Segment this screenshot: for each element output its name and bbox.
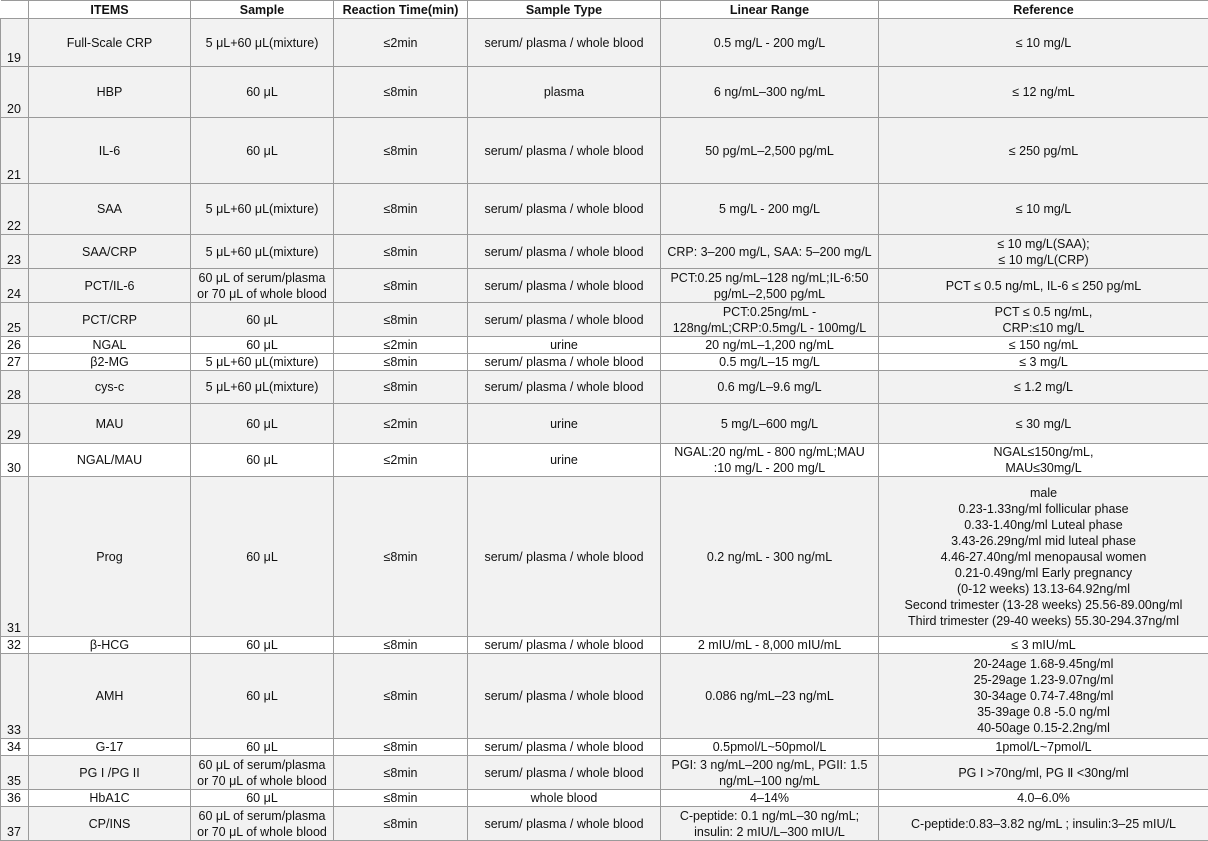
reaction-time-cell: ≤2min bbox=[334, 19, 468, 67]
linear-range-cell: 4–14% bbox=[661, 790, 879, 807]
row-number-cell: 30 bbox=[1, 444, 29, 477]
item-name-cell: G-17 bbox=[29, 739, 191, 756]
sample-type-cell: serum/ plasma / whole blood bbox=[468, 303, 661, 337]
sample-cell: 5 μL+60 μL(mixture) bbox=[191, 354, 334, 371]
linear-range-cell: PCT:0.25ng/mL - 128ng/mL;CRP:0.5mg/L - 100mg/L bbox=[661, 303, 879, 337]
sample-type-cell: serum/ plasma / whole blood bbox=[468, 477, 661, 637]
reaction-time-cell: ≤8min bbox=[334, 807, 468, 841]
reaction-time-cell: ≤8min bbox=[334, 756, 468, 790]
header-reaction-time: Reaction Time(min) bbox=[334, 1, 468, 19]
sample-cell: 60 μL bbox=[191, 118, 334, 184]
header-row bbox=[1, 1, 1208, 19]
reaction-time-cell: ≤8min bbox=[334, 118, 468, 184]
sample-cell: 60 μL bbox=[191, 790, 334, 807]
reference-cell: ≤ 10 mg/L bbox=[879, 19, 1208, 67]
reference-cell: ≤ 30 mg/L bbox=[879, 404, 1208, 444]
row-number-cell: 28 bbox=[1, 371, 29, 404]
table-row bbox=[1, 184, 1208, 235]
sample-type-cell: serum/ plasma / whole blood bbox=[468, 184, 661, 235]
item-name-cell: β-HCG bbox=[29, 637, 191, 654]
reaction-time-cell: ≤8min bbox=[334, 67, 468, 118]
sample-cell: 60 μL bbox=[191, 444, 334, 477]
sample-type-cell: urine bbox=[468, 444, 661, 477]
row-number-cell: 34 bbox=[1, 739, 29, 756]
table-row bbox=[1, 404, 1208, 444]
linear-range-cell: 0.086 ng/mL–23 ng/mL bbox=[661, 654, 879, 739]
sample-type-cell: serum/ plasma / whole blood bbox=[468, 637, 661, 654]
sample-cell: 60 μL bbox=[191, 739, 334, 756]
linear-range-cell: 0.2 ng/mL - 300 ng/mL bbox=[661, 477, 879, 637]
item-name-cell: IL-6 bbox=[29, 118, 191, 184]
linear-range-cell: CRP: 3–200 mg/L, SAA: 5–200 mg/L bbox=[661, 235, 879, 269]
table-row bbox=[1, 807, 1208, 841]
item-name-cell: NGAL bbox=[29, 337, 191, 354]
reference-cell: C-peptide:0.83–3.82 ng/mL ; insulin:3–25 mIU/L bbox=[879, 807, 1208, 841]
item-name-cell: NGAL/MAU bbox=[29, 444, 191, 477]
table-row bbox=[1, 269, 1208, 303]
table-row bbox=[1, 790, 1208, 807]
table-row bbox=[1, 19, 1208, 67]
sample-type-cell: urine bbox=[468, 337, 661, 354]
reaction-time-cell: ≤8min bbox=[334, 184, 468, 235]
row-number-cell: 25 bbox=[1, 303, 29, 337]
row-number-cell: 19 bbox=[1, 19, 29, 67]
linear-range-cell: NGAL:20 ng/mL - 800 ng/mL;MAU :10 mg/L - 200 mg/L bbox=[661, 444, 879, 477]
item-name-cell: SAA/CRP bbox=[29, 235, 191, 269]
table-row bbox=[1, 637, 1208, 654]
linear-range-cell: 0.6 mg/L–9.6 mg/L bbox=[661, 371, 879, 404]
table-row bbox=[1, 371, 1208, 404]
row-number-cell: 37 bbox=[1, 807, 29, 841]
item-name-cell: β2-MG bbox=[29, 354, 191, 371]
sample-type-cell: urine bbox=[468, 404, 661, 444]
header-no bbox=[1, 1, 29, 19]
sample-type-cell: serum/ plasma / whole blood bbox=[468, 19, 661, 67]
reference-cell: ≤ 150 ng/mL bbox=[879, 337, 1208, 354]
row-number-cell: 32 bbox=[1, 637, 29, 654]
reaction-time-cell: ≤8min bbox=[334, 235, 468, 269]
sample-cell: 60 μL of serum/plasma or 70 μL of whole blood bbox=[191, 807, 334, 841]
reaction-time-cell: ≤8min bbox=[334, 739, 468, 756]
header-linear-range: Linear Range bbox=[661, 1, 879, 19]
reference-cell: 20-24age 1.68-9.45ng/ml 25-29age 1.23-9.07ng/ml 30-34age 0.74-7.48ng/ml 35-39age 0.8 -5.0 ng/ml 40-50age 0.15-2.2ng/ml bbox=[879, 654, 1208, 739]
sample-type-cell: whole blood bbox=[468, 790, 661, 807]
reaction-time-cell: ≤8min bbox=[334, 269, 468, 303]
table-row bbox=[1, 235, 1208, 269]
linear-range-cell: 20 ng/mL–1,200 ng/mL bbox=[661, 337, 879, 354]
row-number-cell: 36 bbox=[1, 790, 29, 807]
row-number-cell: 27 bbox=[1, 354, 29, 371]
reference-cell: ≤ 12 ng/mL bbox=[879, 67, 1208, 118]
sample-cell: 60 μL of serum/plasma or 70 μL of whole blood bbox=[191, 269, 334, 303]
sample-cell: 5 μL+60 μL(mixture) bbox=[191, 371, 334, 404]
reference-cell: ≤ 250 pg/mL bbox=[879, 118, 1208, 184]
table-row bbox=[1, 67, 1208, 118]
sample-type-cell: serum/ plasma / whole blood bbox=[468, 807, 661, 841]
header-sample: Sample bbox=[191, 1, 334, 19]
sample-type-cell: serum/ plasma / whole blood bbox=[468, 118, 661, 184]
reaction-time-cell: ≤2min bbox=[334, 337, 468, 354]
table-row bbox=[1, 477, 1208, 637]
reference-cell: 4.0–6.0% bbox=[879, 790, 1208, 807]
linear-range-cell: 6 ng/mL–300 ng/mL bbox=[661, 67, 879, 118]
linear-range-cell: 5 mg/L - 200 mg/L bbox=[661, 184, 879, 235]
row-number-cell: 26 bbox=[1, 337, 29, 354]
sample-cell: 60 μL bbox=[191, 637, 334, 654]
row-number-cell: 31 bbox=[1, 477, 29, 637]
reference-cell: ≤ 3 mg/L bbox=[879, 354, 1208, 371]
reaction-time-cell: ≤8min bbox=[334, 354, 468, 371]
sample-cell: 60 μL bbox=[191, 303, 334, 337]
sample-cell: 60 μL of serum/plasma or 70 μL of whole blood bbox=[191, 756, 334, 790]
linear-range-cell: 2 mIU/mL - 8,000 mIU/mL bbox=[661, 637, 879, 654]
reference-cell: PG Ⅰ >70ng/ml, PG Ⅱ <30ng/ml bbox=[879, 756, 1208, 790]
linear-range-cell: PGI: 3 ng/mL–200 ng/mL, PGII: 1.5 ng/mL–100 ng/mL bbox=[661, 756, 879, 790]
sample-cell: 5 μL+60 μL(mixture) bbox=[191, 235, 334, 269]
table-row bbox=[1, 303, 1208, 337]
linear-range-cell: PCT:0.25 ng/mL–128 ng/mL;IL-6:50 pg/mL–2,500 pg/mL bbox=[661, 269, 879, 303]
sample-type-cell: serum/ plasma / whole blood bbox=[468, 371, 661, 404]
reaction-time-cell: ≤8min bbox=[334, 654, 468, 739]
reaction-time-cell: ≤8min bbox=[334, 371, 468, 404]
item-name-cell: HBP bbox=[29, 67, 191, 118]
sample-type-cell: serum/ plasma / whole blood bbox=[468, 756, 661, 790]
reaction-time-cell: ≤8min bbox=[334, 303, 468, 337]
row-number-cell: 21 bbox=[1, 118, 29, 184]
reference-cell: ≤ 1.2 mg/L bbox=[879, 371, 1208, 404]
table-row bbox=[1, 756, 1208, 790]
sample-type-cell: serum/ plasma / whole blood bbox=[468, 739, 661, 756]
header-reference: Reference bbox=[879, 1, 1208, 19]
table-row bbox=[1, 654, 1208, 739]
sample-cell: 5 μL+60 μL(mixture) bbox=[191, 19, 334, 67]
header-sample-type: Sample Type bbox=[468, 1, 661, 19]
linear-range-cell: 0.5 mg/L - 200 mg/L bbox=[661, 19, 879, 67]
item-name-cell: PCT/IL-6 bbox=[29, 269, 191, 303]
item-name-cell: AMH bbox=[29, 654, 191, 739]
table-row bbox=[1, 444, 1208, 477]
table-row bbox=[1, 118, 1208, 184]
item-name-cell: Full-Scale CRP bbox=[29, 19, 191, 67]
row-number-cell: 23 bbox=[1, 235, 29, 269]
item-name-cell: PG I /PG II bbox=[29, 756, 191, 790]
row-number-cell: 22 bbox=[1, 184, 29, 235]
row-number-cell: 29 bbox=[1, 404, 29, 444]
item-name-cell: SAA bbox=[29, 184, 191, 235]
sample-cell: 60 μL bbox=[191, 654, 334, 739]
linear-range-cell: 0.5 mg/L–15 mg/L bbox=[661, 354, 879, 371]
sample-cell: 60 μL bbox=[191, 67, 334, 118]
reaction-time-cell: ≤8min bbox=[334, 790, 468, 807]
sample-type-cell: plasma bbox=[468, 67, 661, 118]
table-row bbox=[1, 354, 1208, 371]
reference-cell: PCT ≤ 0.5 ng/mL, CRP:≤10 mg/L bbox=[879, 303, 1208, 337]
item-name-cell: MAU bbox=[29, 404, 191, 444]
linear-range-cell: 50 pg/mL–2,500 pg/mL bbox=[661, 118, 879, 184]
row-number-cell: 35 bbox=[1, 756, 29, 790]
linear-range-cell: 0.5pmol/L~50pmol/L bbox=[661, 739, 879, 756]
table-row bbox=[1, 337, 1208, 354]
reference-cell: ≤ 10 mg/L bbox=[879, 184, 1208, 235]
sample-cell: 60 μL bbox=[191, 477, 334, 637]
reference-cell: 1pmol/L~7pmol/L bbox=[879, 739, 1208, 756]
sample-cell: 60 μL bbox=[191, 337, 334, 354]
item-name-cell: HbA1C bbox=[29, 790, 191, 807]
sample-type-cell: serum/ plasma / whole blood bbox=[468, 269, 661, 303]
reaction-time-cell: ≤2min bbox=[334, 404, 468, 444]
reference-cell: ≤ 10 mg/L(SAA); ≤ 10 mg/L(CRP) bbox=[879, 235, 1208, 269]
sample-type-cell: serum/ plasma / whole blood bbox=[468, 235, 661, 269]
reference-cell: male 0.23-1.33ng/ml follicular phase 0.33-1.40ng/ml Luteal phase 3.43-26.29ng/ml mid luteal phase 4.46-27.40ng/ml menopausal women 0.21-0.49ng/ml Early pregnancy (0-12 weeks) 13.13-64.92ng/ml Second trimester (13-28 weeks) 25.56-89.00ng/ml Third trimester (29-40 weeks) 55.30-294.37ng/ml bbox=[879, 477, 1208, 637]
row-number-cell: 33 bbox=[1, 654, 29, 739]
reaction-time-cell: ≤8min bbox=[334, 477, 468, 637]
reaction-time-cell: ≤8min bbox=[334, 637, 468, 654]
table-row bbox=[1, 739, 1208, 756]
linear-range-cell: C-peptide: 0.1 ng/mL–30 ng/mL; insulin: 2 mIU/L–300 mIU/L bbox=[661, 807, 879, 841]
reaction-time-cell: ≤2min bbox=[334, 444, 468, 477]
row-number-cell: 20 bbox=[1, 67, 29, 118]
header-items: ITEMS bbox=[29, 1, 191, 19]
sample-type-cell: serum/ plasma / whole blood bbox=[468, 654, 661, 739]
sample-type-cell: serum/ plasma / whole blood bbox=[468, 354, 661, 371]
sample-cell: 5 μL+60 μL(mixture) bbox=[191, 184, 334, 235]
linear-range-cell: 5 mg/L–600 mg/L bbox=[661, 404, 879, 444]
sample-cell: 60 μL bbox=[191, 404, 334, 444]
reference-cell: ≤ 3 mIU/mL bbox=[879, 637, 1208, 654]
row-number-cell: 24 bbox=[1, 269, 29, 303]
reference-cell: NGAL≤150ng/mL, MAU≤30mg/L bbox=[879, 444, 1208, 477]
item-name-cell: cys-c bbox=[29, 371, 191, 404]
item-name-cell: Prog bbox=[29, 477, 191, 637]
item-name-cell: PCT/CRP bbox=[29, 303, 191, 337]
reference-cell: PCT ≤ 0.5 ng/mL, IL-6 ≤ 250 pg/mL bbox=[879, 269, 1208, 303]
item-name-cell: CP/INS bbox=[29, 807, 191, 841]
